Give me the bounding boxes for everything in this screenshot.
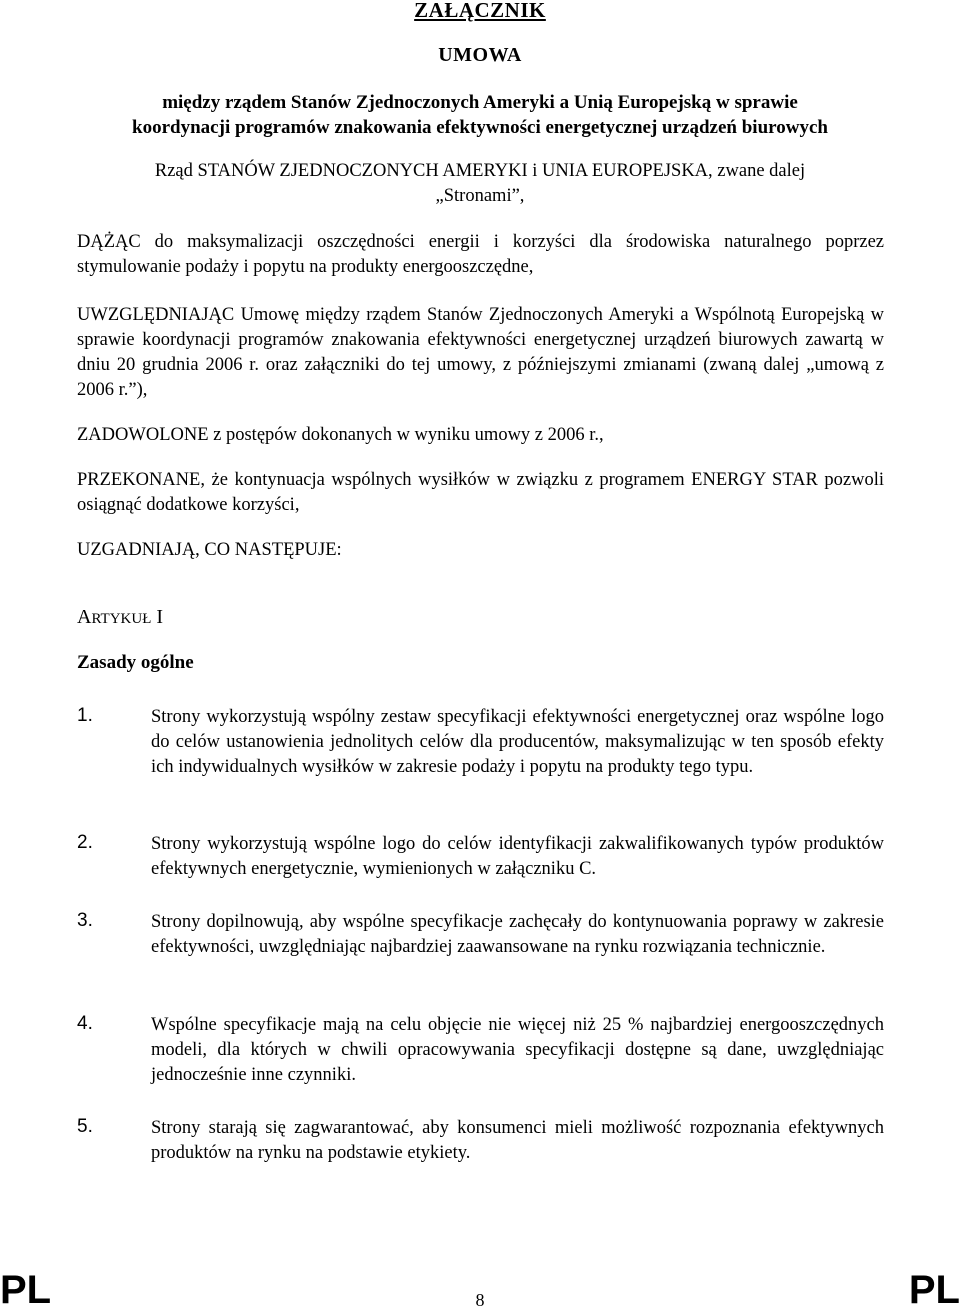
item-text: Strony dopilnowują, aby wspólne specyfikacje zachęcały do kontynuowania poprawy w zakresie efektywności, uwzględniając najbardziej zaawansowane na rynku rozwiązania technicznie. [151,912,884,957]
item-text: Wspólne specyfikacje mają na celu objęcie nie więcej niż 25 % najbardziej energooszczędnych modeli, dla których w chwili opracowywania specyfikacji dostępne są dane, uwzględniając jednocześnie inne czynniki. [151,1015,884,1085]
parties-paragraph [0,159,960,209]
article-number: I [156,606,164,628]
recital-convinced: PRZEKONANE, że kontynuacja wspólnych wysiłków w związku z programem ENERGY STAR pozwoli osiągnąć dodatkowe korzyści, [77,470,884,515]
footer-language-right: PL [908,1268,960,1312]
article-heading [77,606,163,629]
footer-language-left: PL [0,1268,52,1312]
item-text: Strony wykorzystują wspólny zestaw specyfikacji efektywności energetycznej oraz wspólne logo do celów ustanowienia jednolitych celów dla producentów, maksymalizując w ten sposób efekty ich indywidualnych wysiłków w zakresie podaży i popytu na produkty tego typu. [151,707,884,777]
agreement-subtitle [0,90,960,140]
item-number: 1. [77,705,93,726]
article-label: RTYKUŁ [91,611,152,627]
parties-line2: „Stronami”, [435,186,525,206]
attachment-title: ZAŁĄCZNIK [414,0,546,22]
recital-satisfied: ZADOWOLONE z postępów dokonanych w wyniku umowy z 2006 r., [77,425,604,445]
recital-aiming: DĄŻĄC do maksymalizacji oszczędności energii i korzyści dla środowiska naturalnego poprzez stymulowanie podaży i popytu na produkty energooszczędne, [77,232,884,277]
item-number: 2. [77,832,93,853]
item-number: 5. [77,1116,93,1137]
recital-considering: UWZGLĘDNIAJĄC Umowę między rządem Stanów Zjednoczonych Ameryki a Wspólnotą Europejską w sprawie koordynacji programów znakowania efektywności energetycznej urządzeń biurowych zawartą w dniu 20 grudnia 2006 r. oraz załączniki do tej umowy, z późniejszymi zmianami (zwaną dalej „umową z 2006 r.”), [77,305,884,400]
agreement-title: UMOWA [438,44,522,66]
item-number: 3. [77,910,93,931]
item-text: Strony starają się zagwarantować, aby konsumenci mieli możliwość rozpoznania efektywnych produktów na rynku na podstawie etykiety. [151,1118,884,1163]
item-text: Strony wykorzystują wspólne logo do celów identyfikacji zakwalifikowanych typów produktów efektywnych energetycznie, wymienionych w załączniku C. [151,834,884,879]
item-number: 4. [77,1013,93,1034]
section-title: Zasady ogólne [77,652,194,673]
parties-line1: Rząd STANÓW ZJEDNOCZONYCH AMERYKI i UNIA EUROPEJSKA, zwane dalej [154,161,806,181]
agreed-statement: UZGADNIAJĄ, CO NASTĘPUJE: [77,540,342,560]
agreement-subtitle-line1: między rządem Stanów Zjednoczonych Ameryki a Unią Europejską w sprawie [162,92,798,113]
article-first-letter: A [77,606,92,628]
page-number: 8 [475,1290,485,1310]
agreement-subtitle-line2: koordynacji programów znakowania efektywności energetycznej urządzeń biurowych [132,117,828,138]
